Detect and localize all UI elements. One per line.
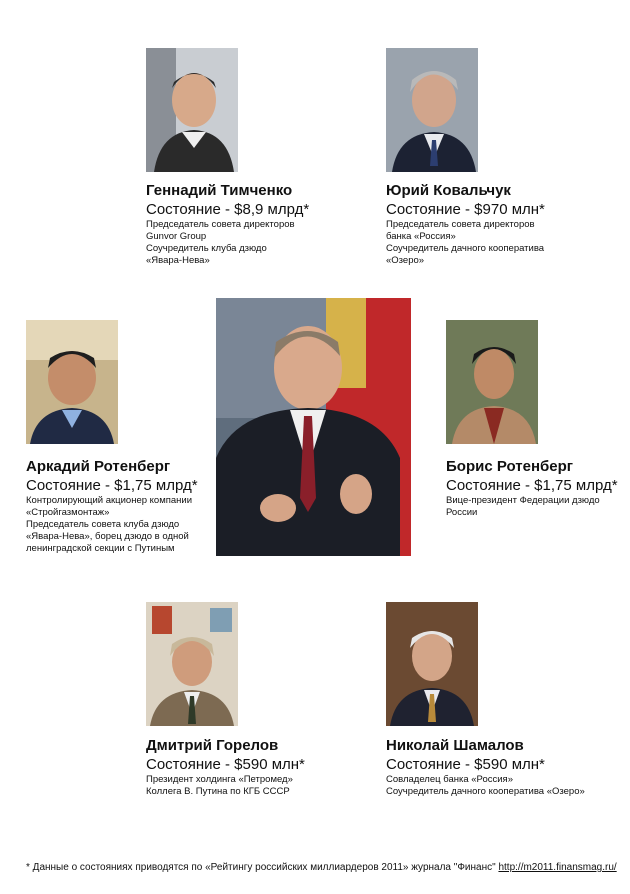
- description-line: «Озеро»: [386, 255, 425, 266]
- description-line: Президент холдинга «Петромед»: [146, 774, 293, 785]
- person-name: Дмитрий Горелов: [146, 737, 279, 754]
- source-link[interactable]: http://m2011.finansmag.ru/: [498, 862, 617, 873]
- description-line: России: [446, 507, 478, 518]
- footnote-text: * Данные о состояниях приводятся по «Рейтингу российских миллиардеров 2011» журнала "Финанс": [26, 862, 499, 873]
- photo-boris-rotenberg: [446, 320, 538, 444]
- person-name: Борис Ротенберг: [446, 458, 574, 475]
- description-line: Вице-президент Федерации дзюдо: [446, 495, 600, 506]
- person-wealth: Состояние - $590 млн*: [386, 756, 545, 773]
- description-line: Председатель совета директоров: [386, 219, 535, 230]
- person-wealth: Состояние - $970 млн*: [386, 201, 545, 218]
- person-card-arkady-rotenberg: [26, 458, 198, 555]
- person-description: [146, 774, 305, 798]
- person-description: [446, 495, 618, 519]
- person-card-shamalov: [386, 737, 585, 798]
- person-card-gorelov: [146, 737, 305, 798]
- description-line: «Явара-Нева»: [146, 255, 210, 266]
- person-card-timchenko: [146, 182, 309, 267]
- photo-gennady-timchenko: [146, 48, 238, 172]
- photo-vladimir-putin: [216, 298, 411, 556]
- description-line: ленинградской секции с Путиным: [26, 543, 175, 554]
- person-name: Аркадий Ротенберг: [26, 458, 171, 475]
- footnote: [26, 862, 617, 874]
- person-wealth: Состояние - $590 млн*: [146, 756, 305, 773]
- photo-arkady-rotenberg: [26, 320, 118, 444]
- description-line: Соучредитель дачного кооператива «Озеро»: [386, 786, 585, 797]
- person-description: [26, 495, 198, 555]
- photo-nikolai-shamalov: [386, 602, 478, 726]
- person-wealth: Состояние - $1,75 млрд*: [446, 477, 618, 494]
- person-card-kovalchuk: [386, 182, 545, 267]
- photo-dmitry-gorelov: [146, 602, 238, 726]
- person-description: [146, 219, 309, 267]
- description-line: Gunvor Group: [146, 231, 207, 242]
- description-line: Соучредитель клуба дзюдо: [146, 243, 267, 254]
- description-line: Председатель совета клуба дзюдо: [26, 519, 180, 530]
- description-line: Совладелец банка «Россия»: [386, 774, 513, 785]
- description-line: банка «Россия»: [386, 231, 456, 242]
- person-card-boris-rotenberg: [446, 458, 618, 519]
- description-line: «Явара-Нева», борец дзюдо в одной: [26, 531, 189, 542]
- description-line: Соучредитель дачного кооператива: [386, 243, 545, 254]
- person-name: Николай Шамалов: [386, 737, 524, 754]
- description-line: Председатель совета директоров: [146, 219, 295, 230]
- person-name: Геннадий Тимченко: [146, 182, 293, 199]
- description-line: Контролирующий акционер компании: [26, 495, 193, 506]
- description-line: «Стройгазмонтаж»: [26, 507, 110, 518]
- photo-yury-kovalchuk: [386, 48, 478, 172]
- person-wealth: Состояние - $1,75 млрд*: [26, 477, 198, 494]
- person-wealth: Состояние - $8,9 млрд*: [146, 201, 310, 218]
- person-name: Юрий Ковальчук: [386, 182, 511, 199]
- description-line: Коллега В. Путина по КГБ СССР: [146, 786, 290, 797]
- person-description: [386, 219, 545, 267]
- person-description: [386, 774, 585, 798]
